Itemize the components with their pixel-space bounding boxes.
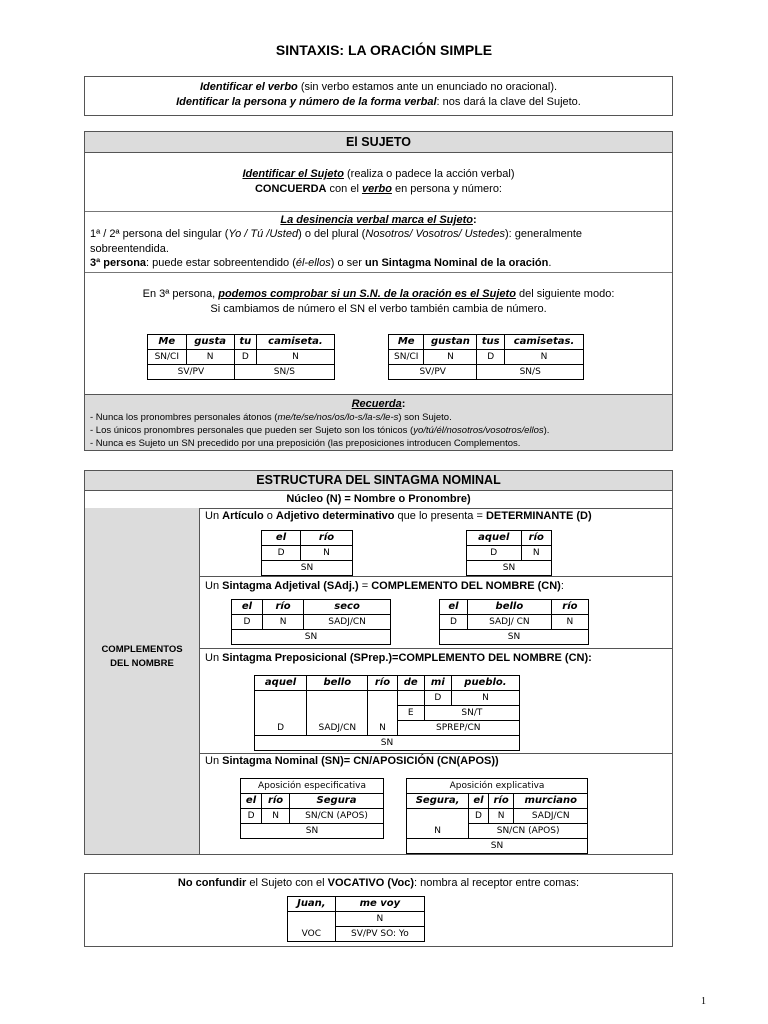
divider <box>85 211 672 212</box>
word: río <box>262 794 290 809</box>
page-number: 1 <box>701 996 706 1007</box>
word: río <box>262 600 303 615</box>
divider <box>85 272 672 273</box>
word: de <box>397 676 424 691</box>
word: Segura, <box>407 794 469 809</box>
tag: SN/CI <box>389 350 424 365</box>
r2a: Un <box>205 580 223 592</box>
sprep-text <box>205 651 666 665</box>
desinencia-title-text: La desinencia verbal marca el Sujeto <box>280 214 473 226</box>
word: mi <box>424 676 451 691</box>
verbo-label: verbo <box>361 183 392 195</box>
voc-b: el Sujeto con el <box>246 877 328 889</box>
empty-cell <box>255 691 307 706</box>
des-l1c: ) o del plural ( <box>298 228 366 240</box>
desinencia-colon: : <box>472 214 477 226</box>
r4b: Sintagma Nominal (SN)= CN/APOSICIÓN (CN(APOS)) <box>222 755 499 767</box>
complementos-sidebar <box>85 508 200 854</box>
intro-l1-text: (sin verbo estamos ante un enunciado no oracional). <box>297 81 558 93</box>
sujeto-header: El SUJETO <box>85 132 672 153</box>
word: Me <box>389 335 424 350</box>
analysis-table-singular <box>147 334 335 380</box>
recuerda-title-text: Recuerda <box>351 398 402 410</box>
rec1a: - Nunca los pronombres personales átonos ( <box>90 412 278 423</box>
word: el <box>241 794 262 809</box>
tag: N <box>368 721 397 736</box>
tag: SN/T <box>424 706 519 721</box>
tag: SADJ/ CN <box>468 615 552 630</box>
rec1b: me/te/se/nos/os/lo-s/la-s/le-s <box>277 412 399 423</box>
comprobar-line-2: Si cambiamos de número el SN el verbo también cambia de número. <box>210 303 547 315</box>
determinante-row <box>200 508 672 577</box>
r1d: Adjetivo determinativo <box>275 510 395 522</box>
complementos-label-1: COMPLEMENTOS <box>101 644 183 655</box>
tag: N <box>186 350 234 365</box>
des-l3b: : puede estar sobreentendido ( <box>146 257 296 269</box>
tag: SN <box>232 630 391 645</box>
rec2c: ). <box>543 425 550 436</box>
recuerda-title <box>91 397 666 411</box>
des-l3f: . <box>548 257 552 269</box>
tag: SN <box>440 630 589 645</box>
word: río <box>521 531 551 546</box>
word: aquel <box>255 676 307 691</box>
tag: SN <box>241 824 384 839</box>
desinencia-title <box>91 213 666 227</box>
desinencia-line-3 <box>90 256 666 270</box>
r1b: Artículo <box>222 510 264 522</box>
des-l1b: Yo / Tú /Usted <box>228 228 299 240</box>
tag: D <box>234 350 256 365</box>
tag: D <box>241 809 262 824</box>
tag: D <box>255 721 307 736</box>
voc-a: No confundir <box>177 877 247 889</box>
sadj-text <box>205 579 666 593</box>
sujeto-p2 <box>91 182 666 196</box>
r1e: que lo presenta = <box>394 510 486 522</box>
word: río <box>488 794 514 809</box>
word: Me <box>148 335 187 350</box>
example-el-bello-rio <box>439 599 589 645</box>
example-aquel-rio <box>466 530 552 576</box>
voc-d: : nombra al receptor entre comas: <box>414 877 580 889</box>
sadj-row <box>200 576 672 649</box>
tag: D <box>232 615 263 630</box>
tag: N <box>301 546 353 561</box>
word: gustan <box>424 335 477 350</box>
tag: SN <box>407 839 588 854</box>
tag: SV/PV SO: Yo <box>335 927 424 942</box>
tag: N <box>551 615 588 630</box>
des-l3c: él-ellos <box>295 257 331 269</box>
empty-cell <box>397 691 424 706</box>
word: bello <box>307 676 368 691</box>
empty-cell <box>407 809 469 824</box>
intro-l1-bold: Identificar el verbo <box>199 81 298 93</box>
example-el-rio-seco <box>231 599 391 645</box>
word: seco <box>304 600 391 615</box>
sujeto-p1-bold: Identificar el Sujeto <box>242 168 344 180</box>
tag: N <box>262 615 303 630</box>
example-aposicion-especificativa <box>240 778 384 839</box>
tag: D <box>440 615 468 630</box>
tag: N <box>407 824 469 839</box>
word: bello <box>468 600 552 615</box>
des-l3d: ) o ser <box>330 257 365 269</box>
tag: SN <box>262 561 353 576</box>
des-l3e: un Sintagma Nominal de la oración <box>364 257 549 269</box>
tag: D <box>467 546 522 561</box>
r3a: Un <box>205 652 223 664</box>
tag: N <box>335 912 424 927</box>
rec2b: yo/tú/él/nosotros/vosotros/ellos <box>413 425 544 436</box>
tag: SV/PV <box>148 365 235 380</box>
analysis-table-plural <box>388 334 584 380</box>
complementos-label-2: DEL NOMBRE <box>110 658 174 669</box>
tag: SADJ/CN <box>514 809 588 824</box>
des-l1a: 1ª / 2ª persona del singular ( <box>90 228 229 240</box>
sujeto-p2-t1: con el <box>326 183 362 195</box>
word: el <box>262 531 301 546</box>
word: camiseta. <box>256 335 334 350</box>
tag: D <box>469 809 488 824</box>
empty-cell <box>368 706 397 721</box>
recuerda-item-1 <box>90 411 666 425</box>
intro-l2-text: : nos dará la clave del Sujeto. <box>436 96 581 108</box>
recuerda-item-2 <box>90 424 666 438</box>
empty-cell <box>368 691 397 706</box>
tag: SADJ/CN <box>304 615 391 630</box>
r2e: : <box>560 580 564 592</box>
tag: VOC <box>288 927 336 942</box>
word: gusta <box>186 335 234 350</box>
word: Juan, <box>288 897 336 912</box>
r2c: = <box>358 580 372 592</box>
sujeto-section <box>84 131 673 451</box>
tag: N <box>256 350 334 365</box>
concuerda-label: CONCUERDA <box>254 183 327 195</box>
word: murciano <box>514 794 588 809</box>
tag: SN/CN (APOS) <box>469 824 588 839</box>
determinante-text <box>205 509 666 523</box>
tag: N <box>521 546 551 561</box>
comp-l1c: del siguiente modo: <box>515 288 615 300</box>
word: río <box>551 600 588 615</box>
recuerda-box <box>85 394 672 450</box>
comp-l1a: En 3ª persona, <box>142 288 219 300</box>
intro-line-2 <box>91 95 666 109</box>
complementos-label <box>85 643 199 671</box>
r4a: Un <box>205 755 223 767</box>
sujeto-p1-text: (realiza o padece la acción verbal) <box>343 168 515 180</box>
empty-cell <box>255 706 307 721</box>
r2b: Sintagma Adjetival (SAdj.) <box>222 580 359 592</box>
tag: SN <box>255 736 520 751</box>
aposicion-row <box>200 753 672 854</box>
desinencia-line-1 <box>90 227 666 241</box>
caption: Aposición explicativa <box>407 779 588 794</box>
tag: N <box>262 809 290 824</box>
aposicion-text <box>205 754 666 768</box>
r1a: Un <box>205 510 223 522</box>
tag: SN/S <box>477 365 584 380</box>
empty-cell <box>307 706 368 721</box>
sn-header: ESTRUCTURA DEL SINTAGMA NOMINAL <box>85 471 672 491</box>
word: tu <box>234 335 256 350</box>
r3b: Sintagma Preposicional (SPrep.)=COMPLEMENTO DEL NOMBRE (CN): <box>222 652 592 664</box>
word: el <box>469 794 488 809</box>
sprep-row <box>200 648 672 754</box>
voc-c: VOCATIVO (Voc) <box>327 877 415 889</box>
rec2a: - Los únicos pronombres personales que pueden ser Sujeto son los tónicos ( <box>90 425 414 436</box>
word: pueblo. <box>451 676 519 691</box>
word: Segura <box>290 794 384 809</box>
r1c: o <box>263 510 276 522</box>
empty-cell <box>307 691 368 706</box>
word: me voy <box>335 897 424 912</box>
tag: N <box>424 350 477 365</box>
tag: SPREP/CN <box>397 721 519 736</box>
des-l1d: Nosotros/ Vosotros/ Ustedes <box>365 228 505 240</box>
tag: N <box>488 809 514 824</box>
r1f: DETERMINANTE (D) <box>485 510 592 522</box>
word: aquel <box>467 531 522 546</box>
word: río <box>301 531 353 546</box>
tag: D <box>424 691 451 706</box>
tag: SN/S <box>234 365 334 380</box>
example-juan-me-voy <box>287 896 425 942</box>
example-aquel-bello-rio-de-mi-pueblo <box>254 675 520 751</box>
tag: SV/PV <box>389 365 477 380</box>
tag: E <box>397 706 424 721</box>
tag: SADJ/CN <box>307 721 368 736</box>
word: el <box>232 600 263 615</box>
example-aposicion-explicativa <box>406 778 588 854</box>
tag: SN <box>467 561 552 576</box>
caption: Aposición especificativa <box>241 779 384 794</box>
intro-box <box>84 76 673 116</box>
rec1c: ) son Sujeto. <box>398 412 452 423</box>
sujeto-p1 <box>91 167 666 181</box>
nucleo-row: Núcleo (N) = Nombre o Pronombre) <box>85 490 672 509</box>
tag: SN/CN (APOS) <box>290 809 384 824</box>
comp-l1b: podemos comprobar si un S.N. de la oración es el Sujeto <box>218 288 516 300</box>
recuerda-item-3: - Nunca es Sujeto un SN precedido por una preposición (las preposiciones introducen Complementos. <box>90 438 521 449</box>
comprobar-line-1 <box>91 287 666 301</box>
sujeto-p2-t2: en persona y número: <box>391 183 502 195</box>
desinencia-line-2: sobreentendida. <box>90 243 169 255</box>
example-el-rio <box>261 530 353 576</box>
word: tus <box>477 335 505 350</box>
recuerda-colon: : <box>401 398 406 410</box>
word: río <box>368 676 397 691</box>
word: el <box>440 600 468 615</box>
empty-cell <box>288 912 336 927</box>
vocativo-text <box>91 876 666 890</box>
des-l1e: ): generalmente <box>504 228 583 240</box>
des-l3a: 3ª persona <box>90 257 147 269</box>
tag: SN/CI <box>148 350 187 365</box>
intro-line-1 <box>91 80 666 94</box>
tag: D <box>477 350 505 365</box>
r2d: COMPLEMENTO DEL NOMBRE (CN) <box>371 580 561 592</box>
tag: D <box>262 546 301 561</box>
page-title: SINTAXIS: LA ORACIÓN SIMPLE <box>275 42 493 58</box>
tag: N <box>504 350 583 365</box>
word: camisetas. <box>504 335 583 350</box>
sn-section <box>84 470 673 855</box>
vocativo-section <box>84 873 673 947</box>
intro-l2-bold: Identificar la persona y número de la forma verbal <box>176 96 437 108</box>
tag: N <box>451 691 519 706</box>
